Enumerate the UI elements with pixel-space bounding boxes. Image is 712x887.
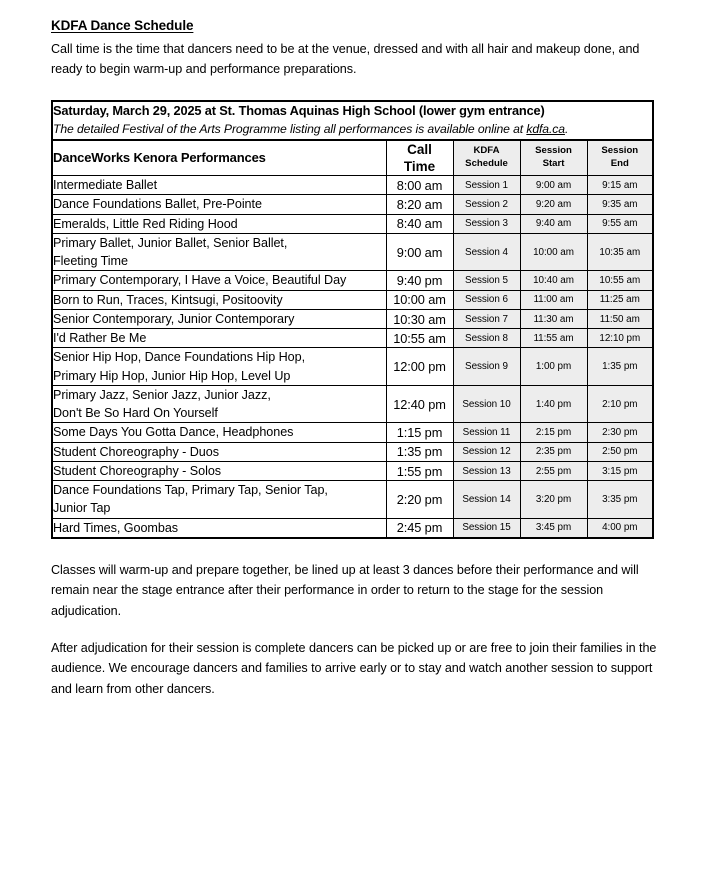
cell-kdfa-session: Session 5: [453, 271, 520, 290]
cell-session-start: 11:00 am: [520, 290, 587, 309]
programme-note: [53, 121, 652, 139]
table-row: [52, 214, 653, 233]
table-row: [52, 233, 653, 271]
cell-session-start: 10:40 am: [520, 271, 587, 290]
cell-session-start: 3:20 pm: [520, 481, 587, 519]
cell-session-end: 4:00 pm: [587, 518, 653, 538]
cell-performance: Primary Contemporary, I Have a Voice, Beautiful Day: [52, 271, 386, 290]
schedule-table-body: [52, 101, 653, 538]
cell-session-end: 10:55 am: [587, 271, 653, 290]
cell-call-time: 1:55 pm: [386, 461, 453, 480]
cell-kdfa-session: Session 7: [453, 309, 520, 328]
cell-session-end: 9:15 am: [587, 176, 653, 195]
session-end-label-line1: Session: [601, 145, 639, 157]
event-heading: Saturday, March 29, 2025 at St. Thomas Aquinas High School (lower gym entrance): [53, 102, 545, 118]
cell-session-start: 9:00 am: [520, 176, 587, 195]
cell-session-start: 1:40 pm: [520, 385, 587, 423]
cell-session-start: 11:30 am: [520, 309, 587, 328]
cell-performance: Hard Times, Goombas: [52, 518, 386, 538]
cell-performance: Senior Contemporary, Junior Contemporary: [52, 309, 386, 328]
event-title-cell: [52, 101, 653, 140]
cell-session-end: 2:30 pm: [587, 423, 653, 442]
call-time-label-line2: Time: [403, 158, 436, 174]
cell-performance: Primary Ballet, Junior Ballet, Senior Ballet, Fleeting Time: [52, 233, 386, 271]
cell-session-start: 11:55 am: [520, 329, 587, 348]
cell-call-time: 12:00 pm: [386, 348, 453, 386]
cell-session-end: 10:35 am: [587, 233, 653, 271]
cell-performance: Dance Foundations Tap, Primary Tap, Senior Tap, Junior Tap: [52, 481, 386, 519]
cell-call-time: 10:55 am: [386, 329, 453, 348]
cell-performance: Born to Run, Traces, Kintsugi, Positoovity: [52, 290, 386, 309]
cell-session-end: 2:50 pm: [587, 442, 653, 461]
page-title: KDFA Dance Schedule: [51, 18, 194, 33]
cell-performance: Emeralds, Little Red Riding Hood: [52, 214, 386, 233]
cell-session-start: 9:40 am: [520, 214, 587, 233]
cell-call-time: 8:00 am: [386, 176, 453, 195]
cell-performance: Dance Foundations Ballet, Pre-Pointe: [52, 195, 386, 214]
cell-call-time: 10:00 am: [386, 290, 453, 309]
column-header-session-start: [520, 140, 587, 176]
kdfa-link[interactable]: kdfa.ca: [526, 121, 565, 136]
schedule-table: [51, 100, 654, 539]
cell-kdfa-session: Session 4: [453, 233, 520, 271]
call-time-label-line1: Call: [407, 141, 432, 157]
cell-performance: Senior Hip Hop, Dance Foundations Hip Hop, Primary Hip Hop, Junior Hip Hop, Level Up: [52, 348, 386, 386]
cell-session-end: 9:55 am: [587, 214, 653, 233]
table-row: [52, 329, 653, 348]
cell-performance: Some Days You Gotta Dance, Headphones: [52, 423, 386, 442]
kdfa-label-line2: Schedule: [465, 157, 508, 169]
schedule-title-row: [52, 101, 653, 140]
table-row: [52, 442, 653, 461]
kdfa-label-line1: KDFA: [473, 145, 500, 157]
session-start-label-line2: Start: [542, 157, 565, 169]
cell-session-start: 9:20 am: [520, 195, 587, 214]
cell-performance: I'd Rather Be Me: [52, 329, 386, 348]
cell-session-start: 2:55 pm: [520, 461, 587, 480]
cell-call-time: 2:45 pm: [386, 518, 453, 538]
table-row: [52, 461, 653, 480]
cell-session-end: 3:15 pm: [587, 461, 653, 480]
cell-kdfa-session: Session 8: [453, 329, 520, 348]
column-header-kdfa-schedule: [453, 140, 520, 176]
cell-kdfa-session: Session 1: [453, 176, 520, 195]
cell-kdfa-session: Session 2: [453, 195, 520, 214]
cell-session-end: 11:50 am: [587, 309, 653, 328]
cell-call-time: 10:30 am: [386, 309, 453, 328]
table-row: [52, 423, 653, 442]
column-header-call-time: [386, 140, 453, 176]
cell-session-start: 10:00 am: [520, 233, 587, 271]
footer-paragraph-1: Classes will warm-up and prepare together, be lined up at least 3 dances before their performance and will remain near the stage entrance after their performance in order to return to the stage for the session adjudication.: [51, 562, 639, 618]
table-row: [52, 195, 653, 214]
table-row: [52, 309, 653, 328]
cell-session-end: 2:10 pm: [587, 385, 653, 423]
programme-note-text: The detailed Festival of the Arts Programme listing all performances is available online at: [53, 121, 527, 136]
cell-kdfa-session: Session 15: [453, 518, 520, 538]
cell-session-start: 1:00 pm: [520, 348, 587, 386]
cell-session-end: 12:10 pm: [587, 329, 653, 348]
cell-kdfa-session: Session 14: [453, 481, 520, 519]
table-row: [52, 348, 653, 386]
cell-call-time: 1:15 pm: [386, 423, 453, 442]
cell-performance: Student Choreography - Duos: [52, 442, 386, 461]
table-row: [52, 481, 653, 519]
schedule-header-row: [52, 140, 653, 176]
cell-call-time: 9:00 am: [386, 233, 453, 271]
cell-session-end: 1:35 pm: [587, 348, 653, 386]
column-header-performances: DanceWorks Kenora Performances: [52, 140, 386, 176]
session-end-label-line2: End: [610, 157, 629, 169]
cell-call-time: 9:40 pm: [386, 271, 453, 290]
cell-kdfa-session: Session 3: [453, 214, 520, 233]
cell-kdfa-session: Session 6: [453, 290, 520, 309]
table-row: [52, 271, 653, 290]
schedule-table-container: [51, 100, 654, 539]
cell-call-time: 2:20 pm: [386, 481, 453, 519]
cell-session-end: 9:35 am: [587, 195, 653, 214]
programme-note-period: .: [564, 121, 569, 136]
session-start-label-line1: Session: [535, 145, 572, 157]
cell-performance: Primary Jazz, Senior Jazz, Junior Jazz, Don't Be So Hard On Yourself: [52, 385, 386, 423]
cell-session-start: 2:15 pm: [520, 423, 587, 442]
table-row: [52, 518, 653, 538]
cell-kdfa-session: Session 10: [453, 385, 520, 423]
cell-kdfa-session: Session 11: [453, 423, 520, 442]
cell-kdfa-session: Session 12: [453, 442, 520, 461]
cell-session-end: 3:35 pm: [587, 481, 653, 519]
cell-kdfa-session: Session 9: [453, 348, 520, 386]
cell-call-time: 12:40 pm: [386, 385, 453, 423]
table-row: [52, 385, 653, 423]
cell-session-end: 11:25 am: [587, 290, 653, 309]
cell-performance: Intermediate Ballet: [52, 176, 386, 195]
table-row: [52, 290, 653, 309]
cell-call-time: 8:40 am: [386, 214, 453, 233]
footer-paragraph-2: After adjudication for their session is complete dancers can be picked up or are free to join their families in the audience. We encourage dancers and families to arrive early or to stay and watch another session to support and learn from other dancers.: [51, 641, 657, 696]
cell-performance: Student Choreography - Solos: [52, 461, 386, 480]
cell-session-start: 3:45 pm: [520, 518, 587, 538]
intro-paragraph: Call time is the time that dancers need to be at the venue, dressed and with all hair and makeup done, and ready to begin warm-up and performance preparations.: [51, 42, 640, 77]
table-row: [52, 176, 653, 195]
cell-call-time: 8:20 am: [386, 195, 453, 214]
cell-session-start: 2:35 pm: [520, 442, 587, 461]
column-header-session-end: [587, 140, 653, 176]
cell-call-time: 1:35 pm: [386, 442, 453, 461]
footer-notes: [51, 560, 659, 699]
cell-kdfa-session: Session 13: [453, 461, 520, 480]
